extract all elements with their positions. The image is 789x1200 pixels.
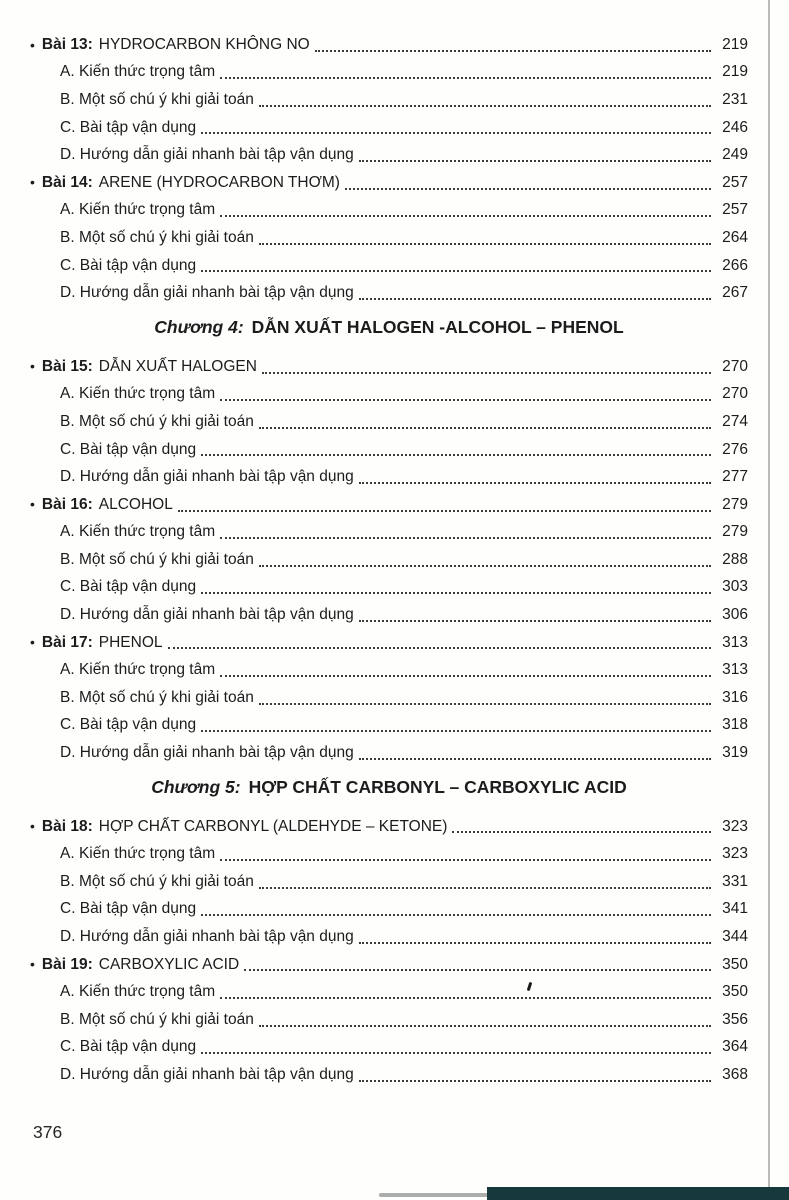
bullet-icon: • bbox=[30, 496, 35, 513]
toc-sub-entry bbox=[30, 596, 748, 624]
toc-sub-entry bbox=[30, 81, 748, 109]
toc-sub-entry bbox=[30, 403, 748, 431]
entry-title: B. Một số chú ý khi giải toán bbox=[60, 412, 254, 430]
entry-title: ARENE (HYDROCARBON THƠM) bbox=[98, 173, 340, 191]
entry-title: C. Bài tập vận dụng bbox=[60, 716, 197, 734]
leader-dots bbox=[218, 66, 713, 82]
leader-dots bbox=[218, 204, 713, 220]
toc-sub-entry bbox=[30, 274, 748, 302]
toc-page-number: 350 bbox=[722, 983, 748, 1001]
toc-page-number: 303 bbox=[722, 578, 748, 596]
toc-page-number: 341 bbox=[722, 900, 748, 918]
chapter-label: Chương 5: bbox=[151, 776, 241, 797]
entry-title: A. Kiến thức trọng tâm bbox=[60, 983, 216, 1001]
entry-title: B. Một số chú ý khi giải toán bbox=[60, 550, 254, 568]
entry-title: D. Hướng dẫn giải nhanh bài tập vận dụng bbox=[60, 928, 354, 945]
entry-title: A. Kiến thức trọng tâm bbox=[60, 661, 216, 679]
leader-dots bbox=[257, 415, 713, 431]
toc-lesson-entry bbox=[30, 946, 748, 974]
toc-sub-entry bbox=[30, 376, 748, 404]
leader-dots bbox=[357, 746, 713, 762]
toc-page-number: 257 bbox=[722, 201, 748, 219]
chapter-title: HỢP CHẤT CARBONYL – CARBOXYLIC ACID bbox=[248, 776, 627, 797]
toc-sub-entry bbox=[30, 247, 748, 275]
entry-title: B. Một số chú ý khi giải toán bbox=[60, 228, 254, 246]
leader-dots bbox=[199, 443, 713, 459]
chapter-title: DẪN XUẤT HALOGEN -ALCOHOL – PHENOL bbox=[251, 316, 624, 337]
entry-title: C. Bài tập vận dụng bbox=[60, 578, 197, 596]
entry-title: A. Kiến thức trọng tâm bbox=[60, 845, 216, 863]
leader-dots bbox=[257, 231, 713, 247]
toc-lesson-entry bbox=[30, 486, 748, 514]
toc-page-number: 249 bbox=[722, 146, 748, 164]
entry-title: C. Bài tập vận dụng bbox=[60, 900, 197, 918]
page-number-footer: 376 bbox=[33, 1122, 63, 1142]
toc-sub-entry bbox=[30, 651, 748, 679]
toc-page-number: 316 bbox=[722, 688, 748, 706]
toc-page-number: 331 bbox=[722, 872, 748, 890]
bullet-icon: • bbox=[30, 956, 35, 973]
leader-dots bbox=[257, 875, 713, 891]
entry-title: PHENOL bbox=[98, 633, 163, 651]
toc-sub-entry bbox=[30, 679, 748, 707]
entry-title: D. Hướng dẫn giải nhanh bài tập vận dụng bbox=[60, 1065, 354, 1083]
toc-page-number: 350 bbox=[722, 955, 748, 973]
toc-lesson-entry bbox=[30, 26, 748, 54]
leader-dots bbox=[257, 93, 713, 109]
toc-page-number: 270 bbox=[722, 357, 748, 375]
leader-dots bbox=[199, 719, 713, 735]
leader-dots bbox=[218, 388, 713, 404]
toc-page-number: 219 bbox=[722, 63, 748, 81]
entry-title: HỢP CHẤT CARBONYL (ALDEHYDE – KETONE) bbox=[98, 817, 448, 835]
scan-edge-line bbox=[768, 0, 770, 1200]
lesson-label: Bài 16: bbox=[41, 495, 93, 513]
toc-page-number: 279 bbox=[722, 523, 748, 541]
lesson-label: Bài 13: bbox=[41, 35, 93, 53]
leader-dots bbox=[257, 691, 713, 707]
bullet-icon: • bbox=[30, 818, 35, 835]
toc-sub-entry bbox=[30, 192, 748, 220]
toc-sub-entry bbox=[30, 458, 748, 486]
toc-sub-entry bbox=[30, 835, 748, 863]
leader-dots bbox=[176, 498, 713, 514]
toc-sub-entry bbox=[30, 219, 748, 247]
toc-page-number: 319 bbox=[722, 744, 748, 762]
entry-title: A. Kiến thức trọng tâm bbox=[60, 201, 216, 219]
toc-page-number: 306 bbox=[722, 606, 748, 624]
toc-sub-entry bbox=[30, 973, 748, 1001]
lesson-label: Bài 15: bbox=[41, 357, 93, 375]
entry-title: B. Một số chú ý khi giải toán bbox=[60, 872, 254, 890]
toc-sub-entry bbox=[30, 863, 748, 891]
toc-sub-entry bbox=[30, 54, 748, 82]
leader-dots bbox=[218, 526, 713, 542]
leader-dots bbox=[242, 958, 713, 974]
toc-page-number: 257 bbox=[722, 173, 748, 191]
leader-dots bbox=[166, 636, 714, 652]
leader-dots bbox=[199, 1041, 713, 1057]
toc-page-number: 274 bbox=[722, 412, 748, 430]
toc-sub-entry bbox=[30, 541, 748, 569]
toc-page-number: 323 bbox=[722, 845, 748, 863]
leader-dots bbox=[357, 608, 713, 624]
toc-page-number: 246 bbox=[722, 118, 748, 136]
entry-title: B. Một số chú ý khi giải toán bbox=[60, 1010, 254, 1028]
scan-artifact-gray-line bbox=[379, 1193, 491, 1197]
toc-sub-entry bbox=[30, 109, 748, 137]
toc-page-number: 231 bbox=[722, 90, 748, 108]
entry-title: A. Kiến thức trọng tâm bbox=[60, 385, 216, 403]
toc-page-number: 276 bbox=[722, 440, 748, 458]
bullet-icon: • bbox=[30, 174, 35, 191]
entry-title: C. Bài tập vận dụng bbox=[60, 118, 197, 136]
entry-title: DẪN XUẤT HALOGEN bbox=[98, 357, 257, 375]
toc-sub-entry bbox=[30, 734, 748, 762]
toc-page-number: 364 bbox=[722, 1038, 748, 1056]
toc-sub-entry bbox=[30, 136, 748, 164]
toc-sub-entry bbox=[30, 569, 748, 597]
entry-title: D. Hướng dẫn giải nhanh bài tập vận dụng bbox=[60, 468, 354, 486]
entry-title: A. Kiến thức trọng tâm bbox=[60, 523, 216, 541]
lesson-label: Bài 18: bbox=[41, 817, 93, 835]
toc-page-number: 279 bbox=[722, 495, 748, 513]
bullet-icon: • bbox=[30, 358, 35, 375]
leader-dots bbox=[218, 664, 713, 680]
toc-sub-entry bbox=[30, 707, 748, 735]
entry-title: D. Hướng dẫn giải nhanh bài tập vận dụng bbox=[60, 146, 354, 164]
toc-page-number: 264 bbox=[722, 228, 748, 246]
chapter-heading bbox=[30, 312, 748, 342]
toc-page-number: 277 bbox=[722, 468, 748, 486]
leader-dots bbox=[218, 848, 713, 864]
toc-lesson-entry bbox=[30, 624, 748, 652]
entry-title: ALCOHOL bbox=[98, 495, 173, 513]
leader-dots bbox=[357, 148, 713, 164]
toc-page-number: 288 bbox=[722, 550, 748, 568]
toc-lesson-entry bbox=[30, 348, 748, 376]
entry-title: B. Một số chú ý khi giải toán bbox=[60, 688, 254, 706]
lesson-label: Bài 17: bbox=[41, 633, 93, 651]
leader-dots bbox=[199, 259, 713, 275]
toc-sub-entry bbox=[30, 1056, 748, 1084]
leader-dots bbox=[199, 121, 713, 137]
lesson-label: Bài 19: bbox=[41, 955, 93, 973]
entry-title: CARBOXYLIC ACID bbox=[98, 955, 240, 973]
toc-page-number: 323 bbox=[722, 817, 748, 835]
toc-sub-entry bbox=[30, 891, 748, 919]
toc-page-number: 356 bbox=[722, 1010, 748, 1028]
leader-dots bbox=[357, 286, 713, 302]
leader-dots bbox=[218, 986, 713, 1002]
entry-title: A. Kiến thức trọng tâm bbox=[60, 63, 216, 81]
entry-title: B. Một số chú ý khi giải toán bbox=[60, 90, 254, 108]
leader-dots bbox=[199, 581, 713, 597]
leader-dots bbox=[313, 38, 713, 54]
entry-title: C. Bài tập vận dụng bbox=[60, 256, 197, 274]
entry-title: D. Hướng dẫn giải nhanh bài tập vận dụng bbox=[60, 744, 354, 762]
lesson-label: Bài 14: bbox=[41, 173, 93, 191]
toc-lesson-entry bbox=[30, 808, 748, 836]
leader-dots bbox=[257, 553, 713, 569]
entry-title: C. Bài tập vận dụng bbox=[60, 1038, 197, 1056]
leader-dots bbox=[343, 176, 713, 192]
toc-page-number: 368 bbox=[722, 1065, 748, 1083]
toc-sub-entry bbox=[30, 514, 748, 542]
toc-page-number: 318 bbox=[722, 716, 748, 734]
toc-page-number: 313 bbox=[722, 633, 748, 651]
toc-sub-entry bbox=[30, 918, 748, 946]
toc-page-number: 270 bbox=[722, 385, 748, 403]
toc-lesson-entry bbox=[30, 164, 748, 192]
leader-dots bbox=[199, 903, 713, 919]
scan-artifact-dark-bar bbox=[487, 1187, 789, 1200]
leader-dots bbox=[357, 930, 713, 946]
toc-page-number: 267 bbox=[722, 284, 748, 302]
toc-page-number: 219 bbox=[722, 35, 748, 53]
bullet-icon: • bbox=[30, 634, 35, 651]
leader-dots bbox=[450, 820, 713, 836]
entry-title: D. Hướng dẫn giải nhanh bài tập vận dụng bbox=[60, 606, 354, 624]
chapter-label: Chương 4: bbox=[154, 316, 244, 337]
leader-dots bbox=[357, 1068, 713, 1084]
chapter-heading bbox=[30, 772, 748, 802]
toc-sub-entry bbox=[30, 431, 748, 459]
bullet-icon: • bbox=[30, 36, 35, 53]
entry-title: C. Bài tập vận dụng bbox=[60, 440, 197, 458]
entry-title: D. Hướng dẫn giải nhanh bài tập vận dụng bbox=[60, 284, 354, 302]
leader-dots bbox=[257, 1013, 713, 1029]
leader-dots bbox=[260, 360, 713, 376]
toc-page-number: 266 bbox=[722, 256, 748, 274]
toc-page-number: 344 bbox=[722, 928, 748, 945]
entry-title: HYDROCARBON KHÔNG NO bbox=[98, 35, 310, 53]
toc-page-number: 313 bbox=[722, 661, 748, 679]
toc-sub-entry bbox=[30, 1029, 748, 1057]
toc-sub-entry bbox=[30, 1001, 748, 1029]
leader-dots bbox=[357, 470, 713, 486]
